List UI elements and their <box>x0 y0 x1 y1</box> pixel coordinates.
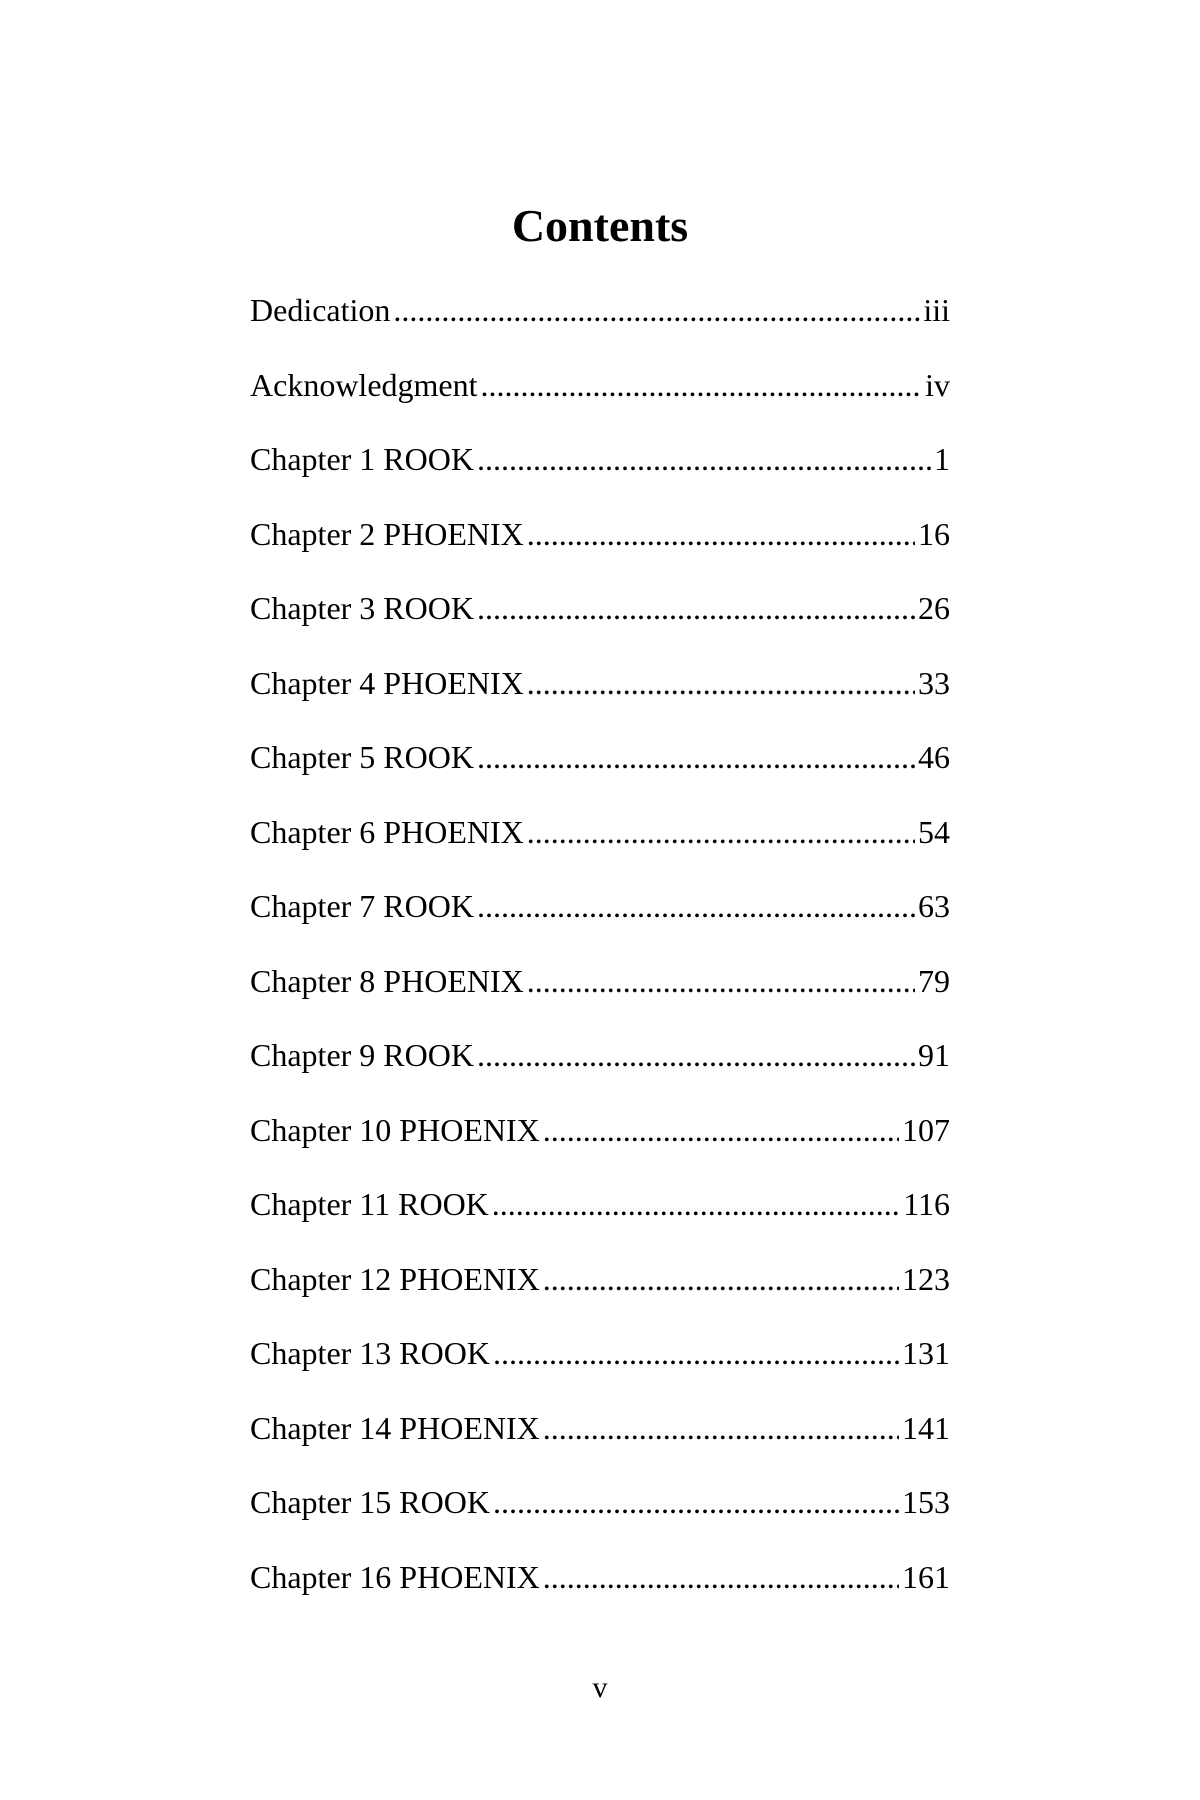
toc-entry <box>250 886 950 961</box>
toc-entry-page-number: 79 <box>918 962 950 999</box>
toc-dot-leader <box>527 514 915 554</box>
toc-entry <box>250 514 950 589</box>
toc-entry-label: Chapter 3 ROOK <box>250 590 474 626</box>
toc-entry-label: Dedication <box>250 292 391 328</box>
toc-entry <box>250 1408 950 1483</box>
toc-entry <box>250 1333 950 1408</box>
toc-dot-leader <box>477 588 915 628</box>
toc-entry-label: Chapter 7 ROOK <box>250 888 474 924</box>
page-title: Contents <box>511 200 689 251</box>
toc-dot-leader <box>393 290 920 330</box>
toc-dot-leader <box>493 1333 899 1373</box>
toc-entry <box>250 961 950 1036</box>
toc-entry-page-number: 26 <box>918 590 950 626</box>
toc-entry-page-number: 54 <box>918 813 950 850</box>
toc-entry <box>250 1184 950 1259</box>
toc-entry-label: Chapter 16 PHOENIX <box>250 1558 540 1595</box>
toc-entry-page-number: 131 <box>902 1335 950 1371</box>
toc-entry-label: Chapter 2 PHOENIX <box>250 515 524 552</box>
page-folio-number: v <box>592 1671 608 1704</box>
toc-entry-label: Chapter 4 PHOENIX <box>250 664 524 701</box>
toc-entry-page-number: 91 <box>918 1037 950 1073</box>
toc-entry-label: Chapter 1 ROOK <box>250 441 474 477</box>
toc-entry-page-number: iv <box>925 366 950 403</box>
toc-entry <box>250 812 950 887</box>
toc-entry-page-number: 153 <box>902 1484 950 1520</box>
toc-entry-label: Chapter 8 PHOENIX <box>250 962 524 999</box>
toc-entry-label: Chapter 11 ROOK <box>250 1186 489 1222</box>
toc-entry-label: Chapter 10 PHOENIX <box>250 1111 540 1148</box>
toc-dot-leader <box>527 961 915 1001</box>
toc-entry <box>250 663 950 738</box>
toc-dot-leader <box>477 737 915 777</box>
toc-dot-leader <box>477 886 915 926</box>
toc-entry-page-number: 16 <box>918 515 950 552</box>
toc-dot-leader <box>543 1110 899 1150</box>
toc-entry-page-number: 107 <box>902 1111 950 1148</box>
toc-entry-page-number: 161 <box>902 1558 950 1595</box>
toc-dot-leader <box>477 1035 915 1075</box>
toc-dot-leader <box>527 812 915 852</box>
toc-dot-leader <box>543 1259 899 1299</box>
toc-entry-label: Chapter 14 PHOENIX <box>250 1409 540 1446</box>
toc-entry-page-number: iii <box>923 292 950 328</box>
toc-entry <box>250 290 950 365</box>
toc-entry <box>250 365 950 440</box>
toc-entry-label: Chapter 6 PHOENIX <box>250 813 524 850</box>
toc-dot-leader <box>543 1557 899 1597</box>
toc-entry <box>250 439 950 514</box>
toc-entry-page-number: 1 <box>934 441 950 477</box>
toc-entry-page-number: 46 <box>918 739 950 775</box>
toc-entry <box>250 1259 950 1334</box>
toc-dot-leader <box>543 1408 899 1448</box>
toc-dot-leader <box>481 365 923 405</box>
toc-dot-leader <box>477 439 931 479</box>
toc-entry-page-number: 116 <box>903 1186 950 1222</box>
toc-dot-leader <box>492 1184 900 1224</box>
toc-entry <box>250 1557 950 1632</box>
toc-entry-label: Chapter 12 PHOENIX <box>250 1260 540 1297</box>
toc-entry-page-number: 141 <box>902 1409 950 1446</box>
toc-entry-label: Chapter 5 ROOK <box>250 739 474 775</box>
toc-entry-page-number: 33 <box>918 664 950 701</box>
toc-entry-label: Chapter 13 ROOK <box>250 1335 490 1371</box>
toc-entry <box>250 1482 950 1557</box>
toc-entry-label: Chapter 15 ROOK <box>250 1484 490 1520</box>
toc-entry <box>250 588 950 663</box>
toc-entry-page-number: 63 <box>918 888 950 924</box>
toc-dot-leader <box>527 663 915 703</box>
toc-entry <box>250 1035 950 1110</box>
toc-entry <box>250 1110 950 1185</box>
toc-entry-label: Chapter 9 ROOK <box>250 1037 474 1073</box>
toc-entry <box>250 737 950 812</box>
toc-entry-page-number: 123 <box>902 1260 950 1297</box>
toc-dot-leader <box>493 1482 899 1522</box>
toc-entry-label: Acknowledgment <box>250 366 478 403</box>
table-of-contents <box>250 290 950 1631</box>
